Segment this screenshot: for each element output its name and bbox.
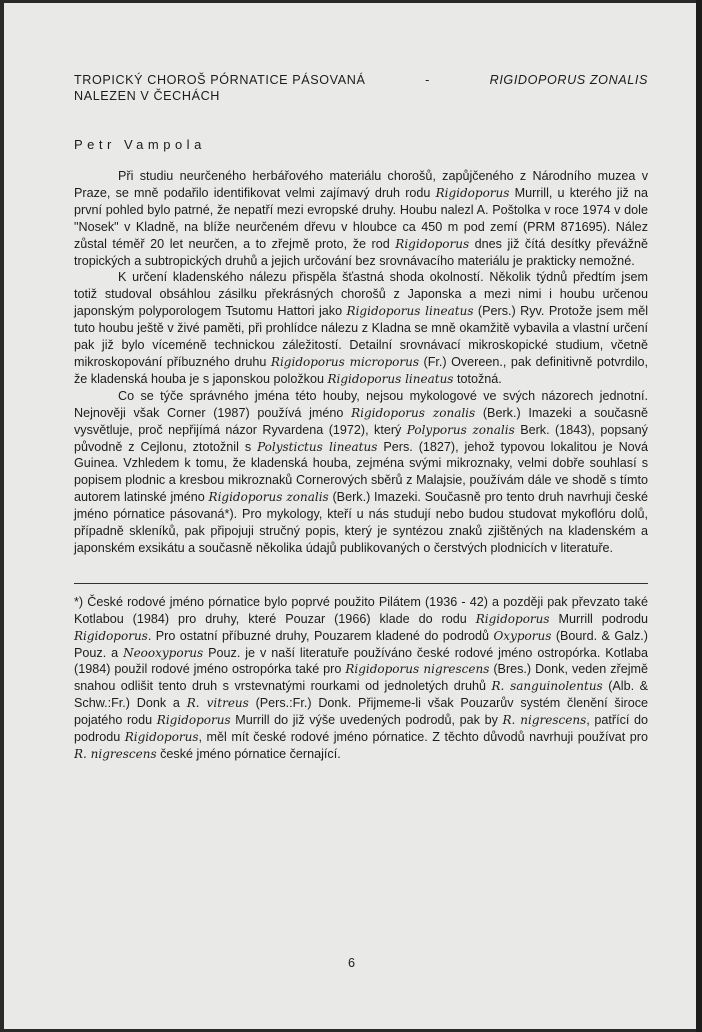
text-run: (Fr.) Overeen., pak definitivně potvrdilo, že kladenská houba je s japonskou položkou [74,354,648,386]
latin-name: Rigidoporus microporus [270,354,419,369]
latin-name: R. nigrescens [502,713,587,728]
title-dash: - [425,73,430,87]
article [74,72,648,763]
text-run: (Alb. & Schw.:Fr.) Donk a [74,679,648,711]
text-run: Pers. (1827), jehož typovou lokalitou je Nová Guinea. Vzhledem k tomu, že kladenská houba, zejména svými mikroznaky, velmi dobře souhlasí s popisem plodnic a kresbou mikroznaků Cornerových sběrů z Malajsie, používám dále ve shodě s tímto autorem latinské jméno [74,439,648,505]
body-text [74,168,648,557]
paragraph [74,388,648,557]
text-run: české jméno pórnatice černající. [156,747,341,761]
text-run: dnes již čítá desítky převážně tropických a subtropických druhů a jejich určování bez srovnávacího materiálu je prakticky nemožné. [74,236,649,268]
latin-name: Rigidoporus [124,730,199,745]
latin-name: Rigidoporus [435,185,510,200]
text-run: (Berk.) Imazeki a současně vysvětluje, proč nepřijímá názor Ryvardena (1972), který [74,405,648,437]
text-run: Co se týče správného jména této houby, nejsou mykologové ve svých názorech jednotní. Nejnověji však Corner (1987) používá jméno [74,388,648,420]
text-run: (Pers.) Ryv. Protože jsem měl tuto houbu ještě v živé paměti, při prohlídce nálezu z Kladna se mně okamžitě vybavila a vlastní určení pak již bylo víceméně technickou záležitostí. Detailní srovnávací mikroskopické studium, včetně mikroskopování příbuzného druhu [74,304,648,369]
title-latin: RIGIDOPORUS ZONALIS [489,73,648,87]
text-run: K určení kladenského nálezu přispěla šťastná shoda okolností. Několik týdnů předtím jsem totiž studoval obsáhlou zásilku překrásných chorošů z Japonska a mezi nimi i houbu určenou japonským polyporologem Tsutomu Hattori jako [74,270,648,319]
latin-name: Rigidoporus lineatus [327,371,454,386]
text-run: Murrill podrodu [549,611,648,626]
text-run: , měl mít české rodové jméno pórnatice. Z těchto důvodů navrhuji používat pro [198,730,648,745]
latin-name: Neooxyporus [123,645,204,660]
latin-name: Rigidoporus zonalis [351,405,476,420]
latin-name: R. vitreus [186,696,249,711]
paragraph [74,168,648,269]
text-run: Murrill do již výše uvedených podrodů, pak by [230,713,503,728]
text-run: (Berk.) Imazeki. Současně pro tento druh navrhuji české jméno pórnatice pásovaná*). Pro mykology, kteří u nás studují nebo budou studovat mykoflóru dolů, případně skleníků, pak připojuji stručný popis, který je syntézou znaků zjištěných na kladenském a japonském exsikátu a současně několika údajů publikovaných o čerstvých plodnicích v literatuře. [74,490,649,555]
latin-name: Oxyporus [493,628,552,643]
text-run: , patřící do podrodu [74,713,648,745]
text-run: *) České rodové jméno pórnatice bylo poprvé použito Pilátem (1936 - 42) a později pak převzato také Kotlabou (1984) pro druhy, které Pouzar (1966) klade do rodu [74,594,648,626]
footnote [74,594,648,763]
title-line-1 [74,72,648,88]
author-name: Petr Vampola [74,137,206,152]
title-line-2: NALEZEN V ČECHÁCH [74,89,220,103]
latin-name: Rigidoporus [395,236,470,251]
latin-name: Rigidoporus nigrescens [345,662,490,677]
latin-name: R. sanguinolentus [491,679,603,694]
latin-name: Rigidoporus [156,713,231,728]
text-run: (Bres.) Donk, veden zřejmě snahou odlišit tento druh s vrstevnatými rourkami od jednoletých druhů [74,662,648,694]
scan-edge [696,0,702,1032]
title-czech: TROPICKÝ CHOROŠ PÓRNATICE PÁSOVANÁ [74,73,366,87]
latin-name: Polyporus zonalis [406,422,515,437]
latin-name: Rigidoporus zonalis [208,490,329,505]
text-run: totožná. [453,371,502,386]
latin-name: Polystictus lineatus [257,439,378,454]
paragraph [74,269,648,387]
text-run: (Pers.:Fr.) Donk. Přijmeme-li však Pouzarův systém členění široce pojatého rodu [74,696,648,728]
latin-name: R. nigrescens [74,747,157,761]
text-run: . Pro ostatní příbuzné druhy, Pouzarem kladené do podrodů [147,628,494,643]
text-run: (Bourd. & Galz.) Pouz. a [74,628,648,660]
latin-name: Rigidoporus [74,628,148,643]
footnote-separator [74,583,648,584]
article-title [74,72,648,104]
text-run: Murrill, u kterého již na první pohled bylo patrné, že nepatří mezi evropské druhy. Houbu nalezl A. Poštolka v roce 1974 v dole "Nosek" v Kladně, na blíže neurčeném dřevu v hloubce ca 450 m pod zemí (PRM 871695). Nález zůstal téměř 20 let neurčen, a to zřejmě proto, že rod [74,185,648,251]
text-run: Při studiu neurčeného herbářového materiálu chorošů, zapůjčeného z Národního muzea v Praze, se mně podařilo identifikovat velmi zajímavý druh rodu [74,169,648,200]
page-number: 6 [348,956,356,970]
latin-name: Rigidoporus lineatus [346,304,474,319]
text-run: Pouz. je v naší literatuře používáno české rodové jméno ostropórka. Kotlaba (1984) použil rodové jméno ostropórka také pro [74,645,648,677]
text-run: Berk. (1843), popsaný původně z Cejlonu, ztotožnil s [74,422,648,454]
latin-name: Rigidoporus [475,611,550,626]
